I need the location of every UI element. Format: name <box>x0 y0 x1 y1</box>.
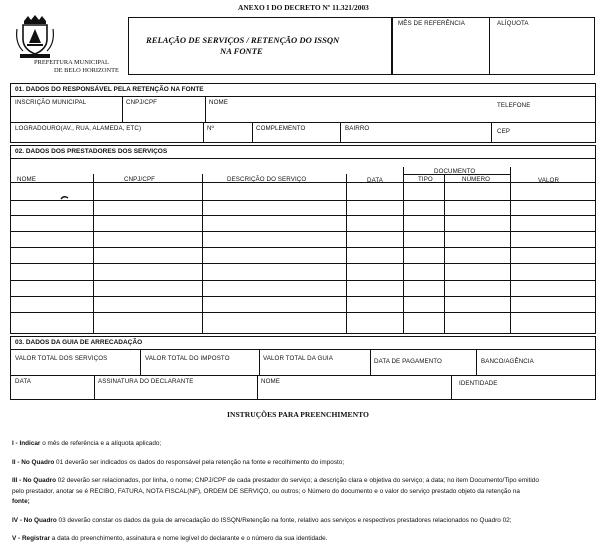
logradouro-field[interactable] <box>11 133 201 142</box>
prefeitura-line2: DE BELO HORIZONTE <box>54 67 119 74</box>
annex-title: ANEXO I DO DECRETO Nº 11.321/2003 <box>238 3 369 12</box>
numero-label: Nº <box>207 125 214 132</box>
data-label: DATA <box>15 378 31 385</box>
section2-title: 02. DADOS DOS PRESTADORES DOS SERVIÇOS <box>15 148 168 155</box>
form-title-line2: NA FONTE <box>220 46 263 56</box>
assinatura-label: ASSINATURA DO DECLARANTE <box>98 378 194 385</box>
col-cnpj-header: CNPJ/CPF <box>124 176 156 183</box>
bairro-label: BAIRRO <box>345 125 370 132</box>
cnpj-label: CNPJ/CPF <box>126 99 158 106</box>
inscricao-municipal-label: INSCRIÇÃO MUNICIPAL <box>15 99 87 106</box>
instruction-i: I - Indicar o mês de referência e a alíquota aplicado; <box>12 440 162 447</box>
cnpj-field[interactable] <box>123 108 204 121</box>
col-valor-header: VALOR <box>538 177 560 184</box>
col-numero-header: NÚMERO <box>462 176 491 183</box>
identidade-label: IDENTIDADE <box>459 380 498 387</box>
nome-field[interactable] <box>206 108 486 121</box>
declarante-nome-label: NOME <box>261 378 280 385</box>
section1-title: 01. DADOS DO RESPONSÁVEL PELA RETENÇÃO NA FONTE <box>15 86 204 93</box>
instructions-title: INSTRUÇÕES PARA PREENCHIMENTO <box>227 410 369 419</box>
col-descricao-header: DESCRIÇÃO DO SERVIÇO <box>227 176 307 183</box>
col-nome-header: NOME <box>17 176 36 183</box>
instruction-v: V - Registrar a data do preenchimento, assinatura e nome legível do declarante e o número da sua identidade. <box>12 535 328 542</box>
pen-mark-icon <box>60 187 69 192</box>
cep-label: CEP <box>497 128 511 135</box>
col-tipo-header: TIPO <box>418 176 433 183</box>
nome-label: NOME <box>209 99 228 106</box>
valor-guia-label: VALOR TOTAL DA GUIA <box>263 355 333 362</box>
instruction-ii: II - No Quadro 01 deverão ser indicados os dados do responsável pela retenção na fonte e recolhimento do imposto; <box>12 459 345 466</box>
valor-servicos-label: VALOR TOTAL DOS SERVIÇOS <box>15 355 108 362</box>
logradouro-label: LOGRADOURO(AV., RUA, ALAMEDA, ETC) <box>15 125 142 132</box>
instruction-iii: III - No Quadro 02 deverão ser relacionados, por linha, o nome; CNPJ/CPF de cada prestador do serviço; a descrição clara e objetiva do serviço; a data; no item Documento/Tipo emitido <box>12 477 539 484</box>
instruction-iii-line3: fonte; <box>12 498 30 505</box>
mes-referencia-label: MÊS DE REFERÊNCIA <box>398 20 466 27</box>
instruction-iii-line2: pelo prestador, anotar se é RECIBO, FATURA, NOTA FISCAL(NF), ORDEM DE SERVIÇO, ou outros; o Número do documento e o valor do serviço prestado objeto da retenção na <box>12 488 520 495</box>
form-title-line1: RELAÇÃO DE SERVIÇOS / RETENÇÃO DO ISSQN <box>146 35 340 45</box>
prefeitura-line1: PREFEITURA MUNICIPAL <box>34 59 109 66</box>
coat-of-arms-icon <box>14 15 56 59</box>
telefone-label: TELEFONE <box>497 102 531 109</box>
col-data-header: DATA <box>367 177 383 184</box>
inscricao-field[interactable] <box>11 108 121 121</box>
valor-imposto-label: VALOR TOTAL DO IMPOSTO <box>145 355 230 362</box>
data-pagamento-label: DATA DE PAGAMENTO <box>374 358 442 365</box>
section3-title: 03. DADOS DA GUIA DE ARRECADAÇÃO <box>15 339 143 346</box>
col-documento-header: DOCUMENTO <box>434 168 476 175</box>
instruction-iv: IV - No Quadro 03 deverão constar os dados da guia de arrecadação do ISSQN/Retenção na fonte, relativo aos serviços e respectivos prestadores relacionados no Quadro 02; <box>12 517 512 524</box>
aliquota-label: ALÍQUOTA <box>497 20 529 27</box>
complemento-label: COMPLEMENTO <box>256 125 306 132</box>
banco-agencia-label: BANCO/AGÊNCIA <box>481 358 534 365</box>
